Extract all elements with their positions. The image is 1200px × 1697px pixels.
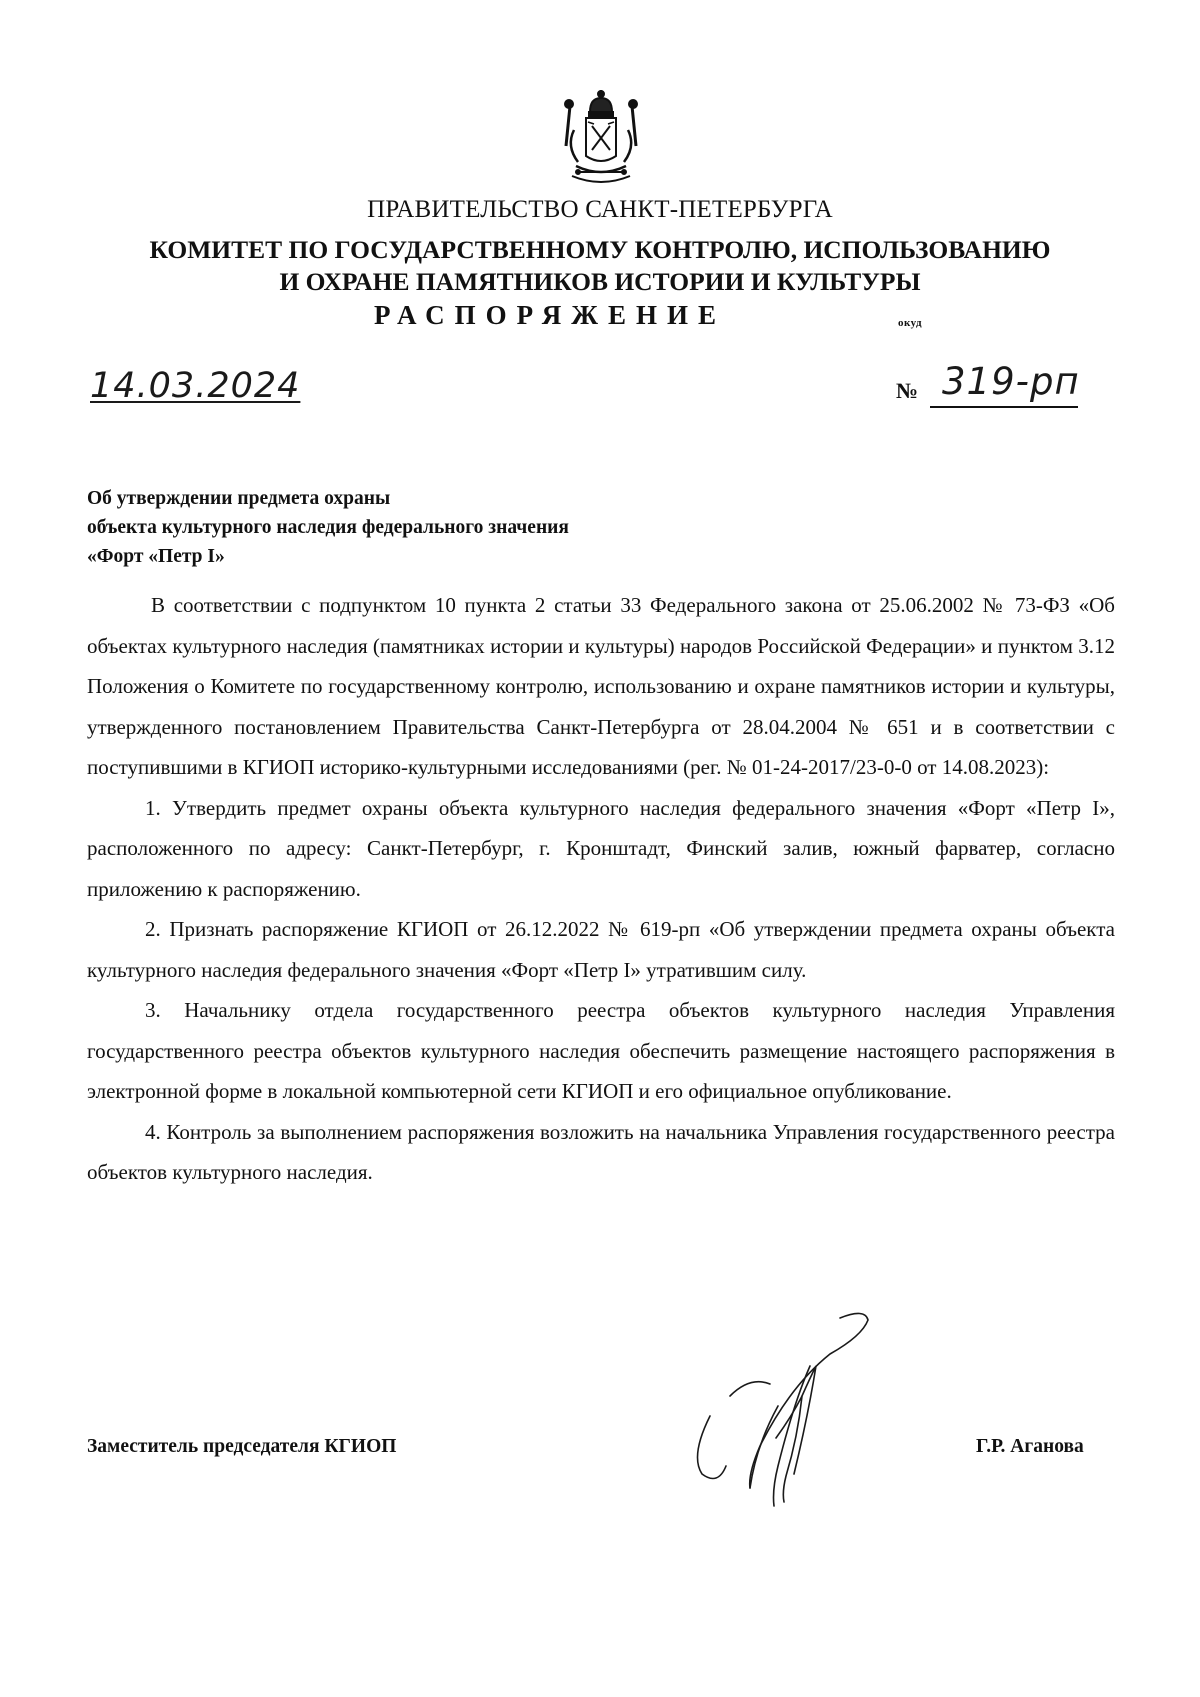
- subject-line2: объекта культурного наследия федерального значения: [87, 517, 569, 538]
- item-paragraph-1: 1. Утвердить предмет охраны объекта культурного наследия федерального значения «Форт «Петр I», расположенного по адресу: Санкт-Петербург, г. Кронштадт, Финский залив, южный фарватер, согласно приложению к распоряжению.: [87, 795, 1115, 901]
- number-underline: [930, 406, 1078, 408]
- item-paragraph-2: 2. Признать распоряжение КГИОП от 26.12.2022 № 619-рп «Об утверждении предмета охраны объекта культурного наследия федерального значения «Форт «Петр I» утратившим силу.: [87, 917, 1115, 982]
- document-type: РАСПОРЯЖЕНИЕ: [373, 300, 727, 330]
- subject-line1: Об утверждении предмета охраны: [87, 488, 391, 509]
- item-paragraph-4: 4. Контроль за выполнением распоряжения возложить на начальника Управления государственного реестра объектов культурного наследия.: [87, 1119, 1115, 1184]
- document-number: 319-рп: [942, 360, 1080, 403]
- committee-title-line1: КОМИТЕТ ПО ГОСУДАРСТВЕННОМУ КОНТРОЛЮ, ИСПОЛЬЗОВАНИЮ: [149, 235, 1051, 264]
- committee-title-line2: И ОХРАНЕ ПАМЯТНИКОВ ИСТОРИИ И КУЛЬТУРЫ: [279, 267, 921, 296]
- okud-label: окуд: [898, 317, 923, 329]
- document-date: 14.03.2024: [90, 366, 301, 406]
- document-subject: [87, 484, 569, 571]
- st-petersburg-coat-of-arms-icon: [556, 86, 646, 188]
- subject-line3: «Форт «Петр I»: [87, 546, 225, 567]
- government-title: ПРАВИТЕЛЬСТВО САНКТ-ПЕТЕРБУРГА: [367, 196, 833, 223]
- number-prefix: №: [896, 378, 919, 403]
- signatory-position: Заместитель председателя КГИОП: [87, 1436, 397, 1457]
- preamble-paragraph: В соответствии с подпунктом 10 пункта 2 статьи 33 Федерального закона от 25.06.2002 № 73-ФЗ «Об объектах культурного наследия (памятниках истории и культуры) народов Российской Федерации» и пунктом 3.12 Положения о Комитете по государственному контролю, использованию и охране памятников истории и культуры, утвержденного постановлением Правительства Санкт-Петербурга от 28.04.2004 № 651 и в соответствии с поступившими в КГИОП историко-культурными исследованиями (рег. № 01-24-2017/23-0-0 от 14.08.2023):: [87, 593, 1115, 779]
- item-paragraph-3: 3. Начальнику отдела государственного реестра объектов культурного наследия Управления государственного реестра объектов культурного наследия обеспечить размещение настоящего распоряжения в электронной форме в локальной компьютерной сети КГИОП и его официальное опубликование.: [87, 998, 1115, 1103]
- committee-title: [0, 234, 1200, 298]
- handwritten-signature: [690, 1306, 930, 1516]
- document-body: [87, 585, 1115, 1193]
- signatory-name: Г.Р. Аганова: [976, 1436, 1084, 1457]
